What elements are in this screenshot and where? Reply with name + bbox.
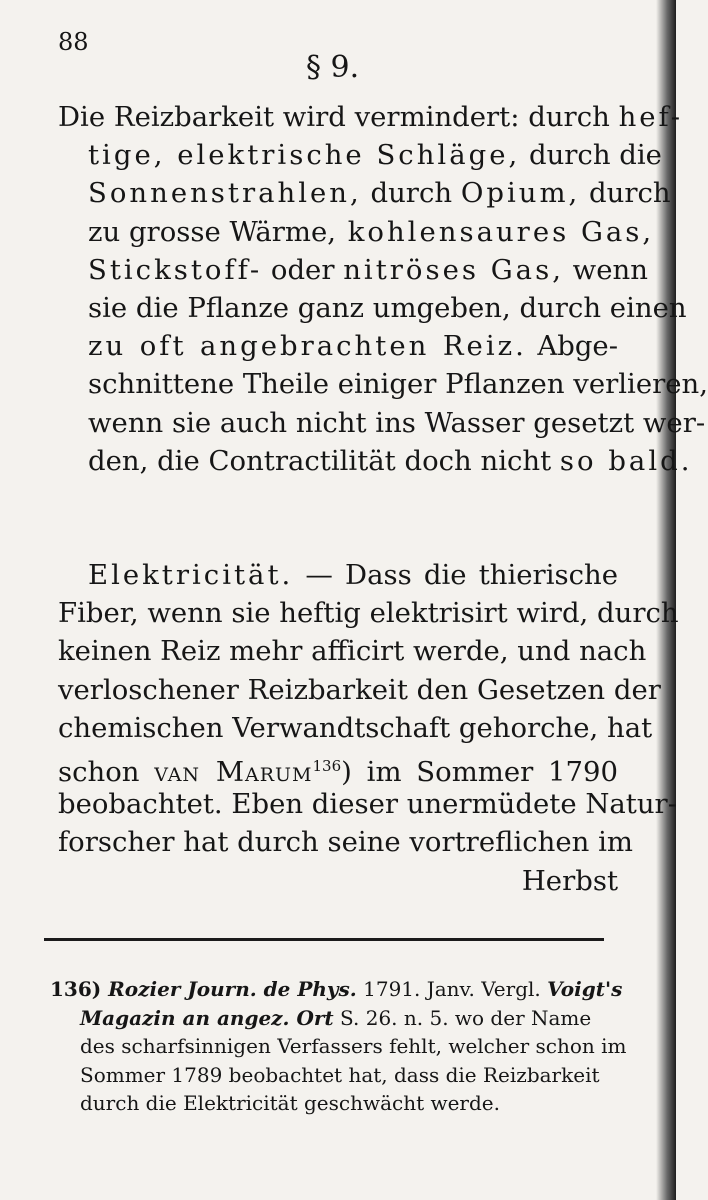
footnote-line: durch die Elektricität geschwächt werde. <box>80 1091 500 1115</box>
text-line: tige, elektrische Schläge, durch die <box>88 139 662 172</box>
paragraph-reizbarkeit <box>58 98 708 480</box>
text-line: forscher hat durch seine vortreflichen im <box>58 826 633 859</box>
text-line: den, die Contractilität doch nicht so bald. <box>88 444 693 477</box>
catchword: Herbst <box>521 864 618 897</box>
page-number: 88 <box>58 28 89 56</box>
footnote-reference: 136 <box>312 756 342 775</box>
text-line: Elektricität. — Dass die thierische <box>88 559 618 591</box>
text-line: zu grosse Wärme, kohlensaures Gas, <box>88 215 655 248</box>
text-line: Die Reizbarkeit wird vermindert: durch hef- <box>58 101 684 133</box>
footnote-line: 136) Rozier Journ. de Phys. 1791. Janv. Vergl. Voigt's <box>50 977 623 1001</box>
author-name: van Marum <box>154 756 313 789</box>
footnote-rule <box>44 938 604 941</box>
footnote-136 <box>50 975 627 1118</box>
footnote-line: Sommer 1789 beobachtet hat, dass die Reizbarkeit <box>80 1062 600 1087</box>
text-line: keinen Reiz mehr afficirt werde, und nach <box>58 635 647 668</box>
footnote-line: Magazin an angez. Ort S. 26. n. 5. wo der Name <box>80 1005 592 1030</box>
text-line: Stickstoff- oder nitröses Gas, wenn <box>88 253 648 286</box>
text-line: schnittene Theile einiger Pflanzen verlieren, <box>88 368 708 401</box>
text-line: Sonnenstrahlen, durch Opium, durch <box>88 177 671 210</box>
paragraph-elektricitaet <box>58 556 679 900</box>
text-line: sie die Pflanze ganz umgeben, durch einen <box>88 291 687 324</box>
section-heading: § 9. <box>306 50 360 85</box>
footnote-line: des scharfsinnigen Verfassers fehlt, welcher schon im <box>80 1034 627 1058</box>
text-line: chemischen Verwandtschaft gehorche, hat <box>58 711 653 744</box>
text-line: Fiber, wenn sie heftig elektrisirt wird, durch <box>58 597 679 630</box>
text-line: beobachtet. Eben dieser unermüdete Natur- <box>58 788 677 821</box>
text-line: schon van Marum$^{136}$) im Sommer 1790 <box>58 756 619 789</box>
text-line: wenn sie auch nicht ins Wasser gesetzt wer- <box>88 406 706 439</box>
text-line: verloschener Reizbarkeit den Gesetzen der <box>58 673 661 706</box>
text-line: zu oft angebrachten Reiz. Abge- <box>88 330 618 363</box>
